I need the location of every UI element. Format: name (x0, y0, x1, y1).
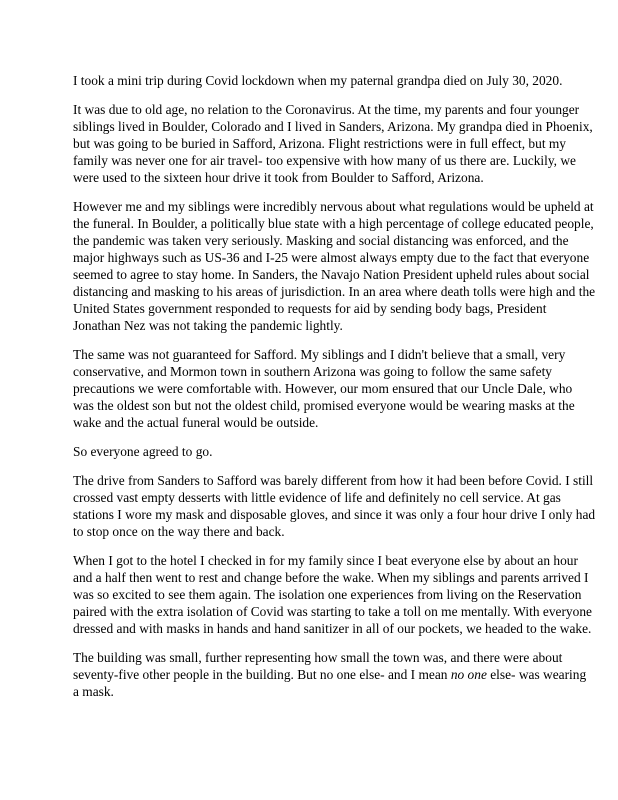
text-segment: conservative, and Mormon town in southern Arizona was going to follow the same safety (73, 364, 552, 379)
text-line (73, 666, 587, 683)
text-line (73, 135, 567, 152)
text-line (73, 506, 596, 523)
text-segment: else- was wearing (486, 667, 587, 682)
text-line (73, 169, 551, 186)
text-segment: dressed and with masks in hands and hand sanitizer in all of our pockets, we headed to the wake. (73, 621, 592, 636)
text-segment: seemed to agree to stay home. In Sanders, the Navajo Nation President upheld rules about social (73, 267, 590, 282)
text-segment: crossed vast empty desserts with little evidence of life and definitely no cell service. At gas (73, 490, 561, 505)
text-segment: were used to the sixteen hour drive it took from Boulder to Safford, Arizona. (73, 170, 484, 185)
paragraph (73, 443, 551, 460)
text-line (73, 397, 575, 414)
text-segment: distancing and masking to his areas of jurisdiction. In an area where death tolls were high and the (73, 284, 596, 299)
essay-text-block (73, 72, 596, 700)
paragraph (73, 649, 587, 700)
text-segment: United States government responded to requests for aid by sending body bags, President (73, 301, 547, 316)
text-line (73, 380, 573, 397)
text-segment: the pandemic was taken very seriously. Masking and social distancing was enforced, and the (73, 233, 569, 248)
text-line (73, 414, 551, 431)
text-line (73, 317, 551, 334)
text-line (73, 523, 551, 540)
text-segment: was so excited to see them again. The isolation one experiences from living on the Reservation (73, 587, 582, 602)
text-line (73, 249, 590, 266)
text-segment: a mask. (73, 684, 114, 699)
text-line (73, 118, 593, 135)
text-line (73, 300, 551, 317)
text-segment: paired with the extra isolation of Covid was starting to take a toll on me mentally. With everyone (73, 604, 592, 619)
text-line (73, 152, 576, 169)
text-line (73, 586, 582, 603)
text-segment: The building was small, further representing how small the town was, and there were about (73, 650, 563, 665)
text-line (73, 232, 569, 249)
text-segment: When I got to the hotel I checked in for my family since I beat everyone else by about an hour (73, 553, 578, 568)
text-line (73, 472, 594, 489)
paragraph (73, 72, 563, 89)
text-line (73, 363, 551, 380)
text-line (73, 443, 551, 460)
text-line (73, 552, 578, 569)
text-segment: The drive from Sanders to Safford was barely different from how it had been before Covid. I still (73, 473, 594, 488)
text-line (73, 215, 594, 232)
paragraph (73, 346, 575, 431)
text-segment: The same was not guaranteed for Safford. My siblings and I didn't believe that a small, very (73, 347, 566, 362)
text-segment: However me and my siblings were incredibly nervous about what regulations would be upheld at (73, 199, 594, 214)
text-segment: family was never one for air travel- too expensive with how many of us there are. Luckily, we (73, 153, 576, 168)
text-segment: precautions we were comfortable with. However, our mom ensured that our Uncle Dale, who (73, 381, 573, 396)
text-segment: stations I wore my mask and disposable gloves, and since it was only a four hour drive I only had (73, 507, 596, 522)
text-segment-italic: no one (450, 667, 487, 682)
text-segment: and a half then went to rest and change before the wake. When my siblings and parents arrived I (73, 570, 589, 585)
text-line (73, 72, 563, 89)
paragraph (73, 552, 592, 637)
text-segment: So everyone agreed to go. (73, 444, 213, 459)
text-line (73, 101, 580, 118)
text-line (73, 266, 590, 283)
text-segment: was the oldest son but not the oldest child, promised everyone would be wearing masks at the (73, 398, 575, 413)
text-segment: siblings lived in Boulder, Colorado and I lived in Sanders, Arizona. My grandpa died in Phoenix, (73, 119, 593, 134)
text-line (73, 283, 596, 300)
text-line (73, 620, 592, 637)
text-line (73, 569, 589, 586)
text-segment: It was due to old age, no relation to the Coronavirus. At the time, my parents and four younger (73, 102, 580, 117)
text-segment: but was going to be buried in Safford, Arizona. Flight restrictions were in full effect, but my (73, 136, 567, 151)
text-line (73, 346, 566, 363)
text-line (73, 198, 594, 215)
paragraph (73, 198, 596, 334)
text-segment: wake and the actual funeral would be outside. (73, 415, 319, 430)
text-line (73, 489, 561, 506)
paragraph (73, 101, 593, 186)
text-segment: to stop once on the way there and back. (73, 524, 285, 539)
text-segment: I took a mini trip during Covid lockdown when my paternal grandpa died on July 30, 2020. (73, 73, 563, 88)
text-line (73, 649, 563, 666)
text-segment: major highways such as US-36 and I-25 were almost always empty due to the fact that everyone (73, 250, 590, 265)
text-segment: seventy-five other people in the building. But no one else- and I mean (73, 667, 451, 682)
text-segment: the funeral. In Boulder, a politically blue state with a high percentage of college educated people, (73, 216, 594, 231)
text-segment: Jonathan Nez was not taking the pandemic lightly. (73, 318, 343, 333)
text-line (73, 603, 592, 620)
paragraph (73, 472, 596, 540)
text-line (73, 683, 551, 700)
